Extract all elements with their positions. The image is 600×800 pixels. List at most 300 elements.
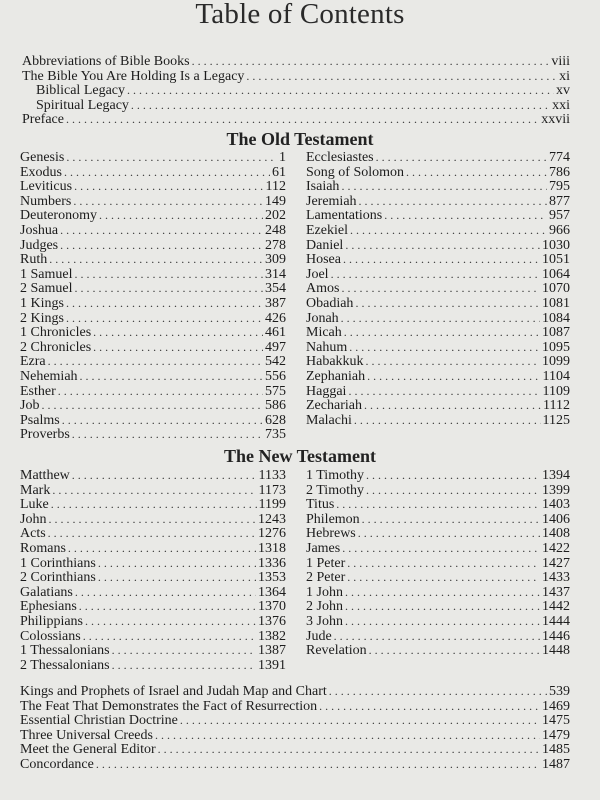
dot-leader bbox=[52, 483, 256, 498]
toc-entry-page: 1051 bbox=[542, 252, 570, 268]
toc-entry-page: 542 bbox=[265, 354, 286, 370]
toc-entry-page: 1391 bbox=[258, 657, 286, 673]
toc-entry-label: Essential Christian Doctrine bbox=[20, 713, 178, 729]
toc-entry-page: 575 bbox=[265, 383, 286, 399]
dot-leader bbox=[158, 742, 540, 757]
dot-leader bbox=[341, 179, 547, 194]
toc-entry-label: 2 John bbox=[306, 599, 343, 615]
toc-entry-label: Zechariah bbox=[306, 398, 362, 414]
toc-entry-label: 2 Thessalonians bbox=[20, 657, 110, 673]
dot-leader bbox=[48, 526, 256, 541]
toc-entry-label: 2 Timothy bbox=[306, 482, 364, 498]
toc-entry-label: Daniel bbox=[306, 237, 344, 253]
toc-entry-page: xi bbox=[559, 68, 570, 84]
toc-entry-page: 278 bbox=[265, 237, 286, 253]
toc-entry-label: Hosea bbox=[306, 252, 341, 268]
dot-leader bbox=[341, 281, 540, 296]
toc-entry-label: 2 Peter bbox=[306, 570, 346, 586]
toc-entry-label: Job bbox=[20, 398, 40, 414]
toc-entry-page: 1276 bbox=[258, 526, 286, 542]
toc-entry bbox=[306, 165, 570, 180]
dot-leader bbox=[79, 599, 256, 614]
toc-entry-label: Isaiah bbox=[306, 179, 340, 195]
toc-entry-label: Colossians bbox=[20, 628, 81, 644]
toc-entry-page: 1112 bbox=[543, 398, 570, 414]
toc-entry-label: Hebrews bbox=[306, 526, 356, 542]
toc-entry bbox=[306, 150, 570, 165]
toc-entry-label: Exodus bbox=[20, 164, 62, 180]
dot-leader bbox=[355, 296, 540, 311]
toc-entry-label: 2 Corinthians bbox=[20, 570, 96, 586]
toc-entry-page: 1469 bbox=[542, 698, 570, 714]
dot-leader bbox=[93, 325, 263, 340]
toc-entry bbox=[20, 599, 286, 614]
toc-entry bbox=[20, 570, 286, 585]
toc-entry bbox=[20, 325, 286, 340]
toc-entry-page: 149 bbox=[265, 193, 286, 209]
toc-entry bbox=[22, 83, 570, 98]
toc-entry bbox=[306, 369, 570, 384]
toc-entry bbox=[20, 238, 286, 253]
toc-entry-label: Philippians bbox=[20, 613, 84, 629]
toc-entry-page: 314 bbox=[265, 266, 286, 282]
toc-entry-label: Ruth bbox=[20, 252, 48, 268]
toc-entry-label: Amos bbox=[306, 281, 340, 297]
toc-entry-label: Jonah bbox=[306, 310, 339, 326]
dot-leader bbox=[98, 556, 256, 571]
toc-entry-label: Luke bbox=[20, 497, 49, 513]
dot-leader bbox=[343, 252, 540, 267]
dot-leader bbox=[347, 556, 540, 571]
toc-entry-page: 202 bbox=[265, 208, 286, 224]
toc-entry-page: 1399 bbox=[542, 482, 570, 498]
toc-entry bbox=[306, 614, 570, 629]
dot-leader bbox=[131, 98, 550, 113]
toc-entry-page: 1475 bbox=[542, 713, 570, 729]
dot-leader bbox=[64, 165, 270, 180]
toc-entry-page: 1364 bbox=[258, 584, 286, 600]
toc-entry bbox=[306, 179, 570, 194]
toc-entry-label: 1 Kings bbox=[20, 295, 64, 311]
page-title: Table of Contents bbox=[195, 0, 405, 30]
toc-entry-page: 1104 bbox=[542, 368, 570, 384]
dot-leader bbox=[331, 267, 540, 282]
toc-entry-page: 1446 bbox=[542, 628, 570, 644]
toc-entry bbox=[306, 483, 570, 498]
toc-entry-label: Galatians bbox=[20, 584, 73, 600]
toc-entry-label: 1 Corinthians bbox=[20, 555, 96, 571]
toc-entry bbox=[20, 684, 570, 699]
toc-entry bbox=[20, 512, 286, 527]
toc-entry-label: Ezekiel bbox=[306, 222, 348, 238]
toc-entry bbox=[20, 150, 286, 165]
toc-entry-page: 1064 bbox=[542, 266, 570, 282]
toc-entry-label: 1 Samuel bbox=[20, 266, 73, 282]
dot-leader bbox=[58, 384, 263, 399]
dot-leader bbox=[60, 238, 263, 253]
toc-entry-page: 877 bbox=[549, 193, 570, 209]
toc-entry bbox=[306, 556, 570, 571]
dot-leader bbox=[359, 194, 547, 209]
dot-leader bbox=[366, 468, 540, 483]
toc-entry bbox=[306, 541, 570, 556]
toc-entry-page: 461 bbox=[265, 325, 286, 341]
toc-entry bbox=[306, 340, 570, 355]
toc-entry bbox=[306, 325, 570, 340]
toc-entry-page: 426 bbox=[265, 310, 286, 326]
toc-entry-label: Nehemiah bbox=[20, 368, 78, 384]
toc-entry-page: 1125 bbox=[542, 412, 570, 428]
toc-entry bbox=[20, 742, 570, 757]
dot-leader bbox=[334, 629, 540, 644]
dot-leader bbox=[366, 483, 540, 498]
dot-leader bbox=[60, 223, 263, 238]
dot-leader bbox=[72, 468, 257, 483]
toc-entry bbox=[22, 54, 570, 69]
toc-entry-page: 556 bbox=[265, 368, 286, 384]
toc-entry bbox=[20, 497, 286, 512]
toc-entry bbox=[20, 556, 286, 571]
toc-entry-page: 112 bbox=[265, 179, 286, 195]
dot-leader bbox=[51, 497, 257, 512]
toc-entry-page: 1406 bbox=[542, 511, 570, 527]
toc-entry-label: Haggai bbox=[306, 383, 347, 399]
dot-leader bbox=[83, 629, 256, 644]
dot-leader bbox=[112, 658, 256, 673]
dot-leader bbox=[341, 311, 540, 326]
toc-entry-label: Numbers bbox=[20, 193, 72, 209]
dot-leader bbox=[155, 728, 540, 743]
toc-entry bbox=[306, 267, 570, 282]
toc-entry bbox=[20, 267, 286, 282]
toc-entry-page: 1 bbox=[279, 150, 286, 165]
toc-entry-page: 1081 bbox=[542, 295, 570, 311]
toc-entry bbox=[20, 483, 286, 498]
toc-entry-label: Ezra bbox=[20, 354, 46, 370]
dot-leader bbox=[62, 413, 263, 428]
toc-entry-label: Malachi bbox=[306, 412, 352, 428]
dot-leader bbox=[350, 223, 547, 238]
toc-entry-page: 1109 bbox=[542, 383, 570, 399]
toc-entry bbox=[20, 194, 286, 209]
toc-entry-label: The Feat That Demonstrates the Fact of Resurrection bbox=[20, 698, 318, 714]
toc-entry-label: Spiritual Legacy bbox=[36, 97, 129, 113]
toc-entry-label: Obadiah bbox=[306, 295, 354, 311]
dot-leader bbox=[349, 340, 540, 355]
toc-entry-label: Philemon bbox=[306, 511, 360, 527]
toc-entry-label: 1 John bbox=[306, 584, 343, 600]
toc-entry-page: 354 bbox=[265, 281, 286, 297]
dot-leader bbox=[75, 585, 256, 600]
toc-entry-label: Psalms bbox=[20, 412, 60, 428]
dot-leader bbox=[336, 497, 540, 512]
toc-entry-page: 1442 bbox=[542, 599, 570, 615]
toc-entry bbox=[306, 281, 570, 296]
toc-entry-page: 1318 bbox=[258, 540, 286, 556]
toc-entry-page: 1370 bbox=[258, 599, 286, 615]
new-testament-right-column bbox=[306, 468, 570, 658]
dot-leader bbox=[342, 541, 540, 556]
toc-entry-page: 1376 bbox=[258, 613, 286, 629]
old-testament-left-column bbox=[20, 150, 286, 442]
toc-entry bbox=[306, 599, 570, 614]
dot-leader bbox=[354, 413, 541, 428]
dot-leader bbox=[49, 252, 263, 267]
toc-entry-page: 1479 bbox=[542, 727, 570, 743]
toc-entry-page: 539 bbox=[549, 684, 570, 699]
toc-entry bbox=[306, 194, 570, 209]
new-testament-heading: The New Testament bbox=[224, 446, 376, 466]
toc-entry-label: Titus bbox=[306, 497, 335, 513]
toc-entry bbox=[306, 570, 570, 585]
toc-entry bbox=[20, 252, 286, 267]
toc-entry bbox=[306, 413, 570, 428]
toc-entry bbox=[20, 398, 286, 413]
dot-leader bbox=[345, 585, 540, 600]
toc-entry bbox=[20, 468, 286, 483]
dot-leader bbox=[329, 684, 547, 699]
dot-leader bbox=[369, 643, 540, 658]
dot-leader bbox=[246, 69, 557, 84]
dot-leader bbox=[384, 208, 547, 223]
toc-entry bbox=[20, 413, 286, 428]
toc-entry-label: 1 Thessalonians bbox=[20, 643, 110, 659]
toc-entry bbox=[20, 713, 570, 728]
toc-entry-label: 2 Samuel bbox=[20, 281, 73, 297]
dot-leader bbox=[364, 398, 541, 413]
dot-leader bbox=[367, 369, 540, 384]
toc-entry-page: xxvii bbox=[541, 112, 570, 128]
toc-entry-label: Romans bbox=[20, 540, 66, 556]
toc-entry bbox=[20, 369, 286, 384]
toc-entry-label: Nahum bbox=[306, 339, 348, 355]
dot-leader bbox=[80, 369, 263, 384]
toc-entry-label: Esther bbox=[20, 383, 56, 399]
toc-entry-page: 1070 bbox=[542, 281, 570, 297]
toc-entry bbox=[20, 281, 286, 296]
toc-entry-label: Habakkuk bbox=[306, 354, 364, 370]
toc-entry-label: Concordance bbox=[20, 756, 94, 772]
toc-entry-label: Song of Solomon bbox=[306, 164, 405, 180]
toc-entry-page: 1133 bbox=[258, 468, 286, 483]
toc-entry bbox=[20, 526, 286, 541]
dot-leader bbox=[366, 354, 540, 369]
toc-entry-label: James bbox=[306, 540, 341, 556]
dot-leader bbox=[127, 83, 554, 98]
toc-entry-page: 774 bbox=[549, 150, 570, 165]
toc-entry bbox=[306, 354, 570, 369]
dot-leader bbox=[358, 526, 540, 541]
dot-leader bbox=[66, 150, 277, 165]
toc-entry-page: 786 bbox=[549, 164, 570, 180]
toc-entry-page: 1437 bbox=[542, 584, 570, 600]
toc-entry bbox=[306, 398, 570, 413]
toc-entry-label: Preface bbox=[22, 112, 64, 128]
toc-entry bbox=[306, 311, 570, 326]
toc-entry-label: Leviticus bbox=[20, 179, 73, 195]
dot-leader bbox=[347, 570, 540, 585]
toc-entry-label: Joel bbox=[306, 266, 329, 282]
dot-leader bbox=[319, 699, 540, 714]
toc-entry-page: 1433 bbox=[542, 570, 570, 586]
toc-entry bbox=[22, 112, 570, 127]
toc-entry bbox=[20, 699, 570, 714]
toc-entry-page: xxi bbox=[552, 97, 570, 113]
dot-leader bbox=[192, 54, 550, 69]
toc-entry-page: 309 bbox=[265, 252, 286, 268]
toc-entry bbox=[306, 223, 570, 238]
toc-entry bbox=[306, 512, 570, 527]
toc-entry bbox=[20, 354, 286, 369]
toc-entry-label: 1 Timothy bbox=[306, 468, 364, 483]
toc-entry-page: 1408 bbox=[542, 526, 570, 542]
toc-entry-label: Ephesians bbox=[20, 599, 77, 615]
toc-entry-page: 248 bbox=[265, 222, 286, 238]
toc-entry bbox=[20, 208, 286, 223]
toc-entry-page: 1087 bbox=[542, 325, 570, 341]
dot-leader bbox=[345, 599, 540, 614]
dot-leader bbox=[66, 311, 263, 326]
toc-entry bbox=[20, 658, 286, 673]
toc-entry-label: Ecclesiastes bbox=[306, 150, 374, 165]
back-matter-list bbox=[20, 684, 570, 772]
dot-leader bbox=[362, 512, 540, 527]
toc-entry bbox=[20, 629, 286, 644]
front-matter-list bbox=[22, 54, 570, 127]
toc-entry-label: Lamentations bbox=[306, 208, 383, 224]
toc-entry-page: 957 bbox=[549, 208, 570, 224]
toc-entry-page: 1487 bbox=[542, 756, 570, 772]
old-testament-heading: The Old Testament bbox=[226, 129, 374, 149]
toc-entry-page: 1336 bbox=[258, 555, 286, 571]
toc-entry-page: 1485 bbox=[542, 742, 570, 758]
toc-entry-page: 1030 bbox=[542, 237, 570, 253]
toc-entry bbox=[20, 427, 286, 442]
dot-leader bbox=[75, 267, 264, 282]
toc-entry-page: 497 bbox=[265, 339, 286, 355]
toc-entry-page: 1448 bbox=[542, 643, 570, 659]
toc-entry bbox=[20, 340, 286, 355]
dot-leader bbox=[41, 398, 263, 413]
toc-entry-page: 1444 bbox=[542, 613, 570, 629]
toc-entry bbox=[22, 69, 570, 84]
toc-entry bbox=[20, 585, 286, 600]
dot-leader bbox=[344, 325, 540, 340]
toc-entry bbox=[306, 585, 570, 600]
toc-entry-page: 61 bbox=[272, 164, 286, 180]
toc-entry-label: 2 Chronicles bbox=[20, 339, 92, 355]
toc-entry-page: xv bbox=[556, 83, 570, 99]
dot-leader bbox=[75, 281, 264, 296]
toc-entry-label: Mark bbox=[20, 482, 51, 498]
toc-entry bbox=[20, 643, 286, 658]
dot-leader bbox=[68, 541, 256, 556]
toc-entry bbox=[306, 468, 570, 483]
old-testament-right-column bbox=[306, 150, 570, 427]
dot-leader bbox=[345, 238, 540, 253]
toc-entry-page: 795 bbox=[549, 179, 570, 195]
dot-leader bbox=[93, 340, 263, 355]
dot-leader bbox=[96, 757, 540, 772]
toc-entry bbox=[20, 296, 286, 311]
toc-entry-label: Jeremiah bbox=[306, 193, 357, 209]
toc-entry bbox=[20, 384, 286, 399]
toc-entry bbox=[20, 614, 286, 629]
dot-leader bbox=[98, 570, 256, 585]
toc-entry-label: Abbreviations of Bible Books bbox=[22, 54, 190, 69]
dot-leader bbox=[73, 194, 263, 209]
toc-entry bbox=[306, 643, 570, 658]
toc-entry-label: 3 John bbox=[306, 613, 343, 629]
toc-entry-page: 1099 bbox=[542, 354, 570, 370]
toc-entry-label: Deuteronomy bbox=[20, 208, 97, 224]
toc-entry bbox=[306, 384, 570, 399]
toc-entry bbox=[20, 757, 570, 772]
toc-entry-page: 1173 bbox=[258, 482, 286, 498]
toc-entry-label: Revelation bbox=[306, 643, 367, 659]
toc-entry-label: Meet the General Editor bbox=[20, 742, 156, 758]
toc-entry bbox=[306, 208, 570, 223]
dot-leader bbox=[48, 354, 263, 369]
toc-entry-page: 1095 bbox=[542, 339, 570, 355]
toc-entry-page: 1084 bbox=[542, 310, 570, 326]
toc-entry bbox=[20, 311, 286, 326]
toc-entry bbox=[306, 526, 570, 541]
toc-entry-page: 735 bbox=[265, 427, 286, 443]
toc-entry bbox=[20, 728, 570, 743]
dot-leader bbox=[376, 150, 547, 165]
toc-entry-page: 628 bbox=[265, 412, 286, 428]
dot-leader bbox=[85, 614, 256, 629]
dot-leader bbox=[345, 614, 540, 629]
toc-entry-page: 1387 bbox=[258, 643, 286, 659]
toc-entry bbox=[306, 238, 570, 253]
dot-leader bbox=[112, 643, 256, 658]
toc-entry-label: Matthew bbox=[20, 468, 70, 483]
toc-entry bbox=[20, 541, 286, 556]
toc-entry-page: 1427 bbox=[542, 555, 570, 571]
toc-entry-page: 966 bbox=[549, 222, 570, 238]
toc-entry-page: 1382 bbox=[258, 628, 286, 644]
toc-entry-label: John bbox=[20, 511, 47, 527]
toc-entry-page: 1353 bbox=[258, 570, 286, 586]
toc-entry-label: Acts bbox=[20, 526, 46, 542]
toc-entry-page: 1422 bbox=[542, 540, 570, 556]
toc-entry-page: 1403 bbox=[542, 497, 570, 513]
toc-entry-label: Zephaniah bbox=[306, 368, 366, 384]
dot-leader bbox=[48, 512, 256, 527]
toc-entry-label: Three Universal Creeds bbox=[20, 727, 153, 743]
toc-entry bbox=[22, 98, 570, 113]
toc-entry-page: 586 bbox=[265, 398, 286, 414]
toc-entry bbox=[306, 497, 570, 512]
toc-entry bbox=[20, 179, 286, 194]
dot-leader bbox=[180, 713, 540, 728]
dot-leader bbox=[348, 384, 540, 399]
toc-entry-label: Judges bbox=[20, 237, 59, 253]
toc-entry-label: Proverbs bbox=[20, 427, 70, 443]
toc-entry-label: Kings and Prophets of Israel and Judah Map and Chart bbox=[20, 684, 327, 699]
toc-entry-label: 1 Peter bbox=[306, 555, 346, 571]
dot-leader bbox=[66, 296, 263, 311]
toc-entry-label: Joshua bbox=[20, 222, 59, 238]
toc-entry bbox=[20, 223, 286, 238]
toc-entry-label: The Bible You Are Holding Is a Legacy bbox=[22, 68, 245, 84]
dot-leader bbox=[406, 165, 547, 180]
dot-leader bbox=[99, 208, 263, 223]
toc-entry-page: 1243 bbox=[258, 511, 286, 527]
toc-entry bbox=[306, 296, 570, 311]
